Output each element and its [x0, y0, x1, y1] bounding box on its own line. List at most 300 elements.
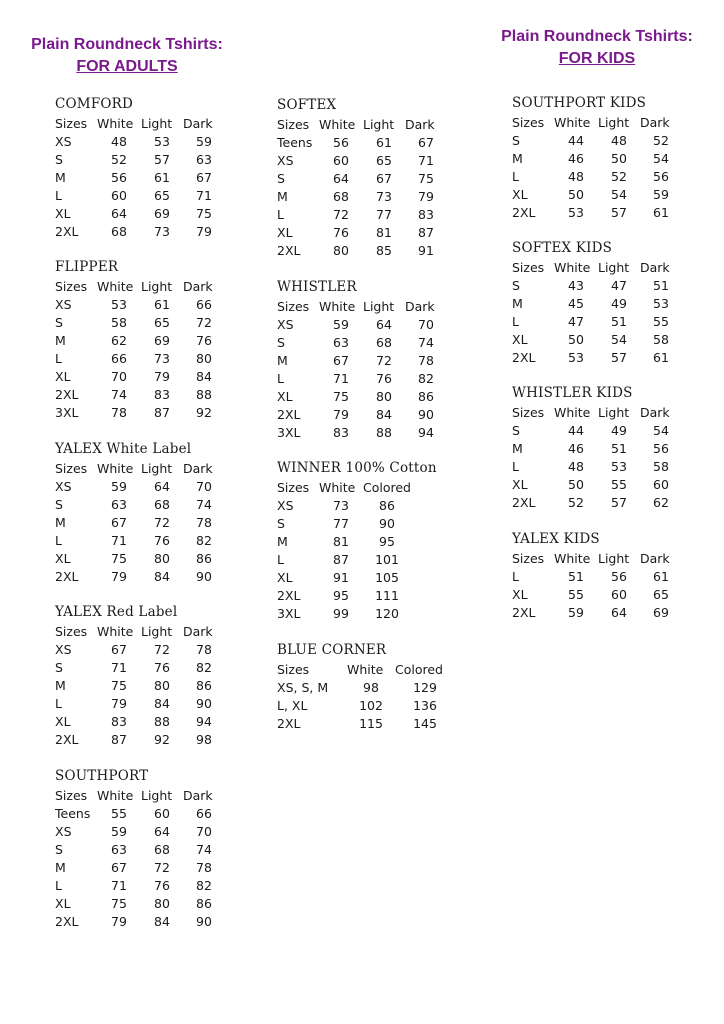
price-cell: 83 — [333, 425, 349, 440]
size-cell: L — [55, 533, 62, 548]
price-cell: 55 — [611, 477, 627, 492]
column-header: White — [554, 405, 591, 420]
price-cell: 58 — [653, 332, 669, 347]
price-table-winner — [277, 459, 437, 623]
table-row — [55, 841, 225, 859]
table-title: SOFTEX — [277, 97, 337, 113]
column-header: White — [554, 551, 591, 566]
table-row — [512, 568, 682, 586]
price-cell: 84 — [154, 569, 170, 584]
table-row — [277, 697, 455, 715]
price-cell: 56 — [111, 170, 127, 185]
price-cell: 56 — [333, 135, 349, 150]
price-cell: 75 — [418, 171, 434, 186]
table-row — [55, 496, 225, 514]
size-cell: XL — [55, 896, 71, 911]
column-header: Light — [598, 260, 630, 275]
column-header: White — [97, 788, 134, 803]
column-header: Sizes — [277, 299, 310, 314]
column-header: White — [97, 116, 134, 131]
size-cell: 2XL — [512, 495, 536, 510]
column-header: Sizes — [277, 662, 310, 677]
table-row — [512, 604, 682, 622]
price-cell: 99 — [333, 606, 349, 621]
price-cell: 90 — [418, 407, 434, 422]
price-cell: 79 — [333, 407, 349, 422]
price-cell: 61 — [653, 205, 669, 220]
column-header: Light — [598, 115, 630, 130]
price-cell: 79 — [111, 914, 127, 929]
price-cell: 53 — [653, 296, 669, 311]
price-cell: 80 — [333, 243, 349, 258]
table-row — [277, 679, 455, 697]
price-cell: 90 — [196, 696, 212, 711]
table-row — [277, 242, 447, 260]
size-cell: M — [55, 860, 66, 875]
price-cell: 60 — [154, 806, 170, 821]
price-cell: 77 — [376, 207, 392, 222]
size-cell: XL — [55, 551, 71, 566]
table-row — [277, 515, 411, 533]
table-row — [277, 206, 447, 224]
price-cell: 75 — [333, 389, 349, 404]
size-cell: S — [512, 423, 520, 438]
table-row — [55, 404, 225, 422]
price-cell: 73 — [154, 224, 170, 239]
price-cell: 72 — [333, 207, 349, 222]
column-header: Dark — [183, 788, 213, 803]
size-cell: 2XL — [55, 732, 79, 747]
price-cell: 53 — [111, 297, 127, 312]
size-price-table — [277, 661, 455, 733]
price-cell: 76 — [376, 371, 392, 386]
table-row — [55, 550, 225, 568]
price-cell: 71 — [111, 533, 127, 548]
column-header: Colored — [363, 480, 411, 495]
price-cell: 58 — [653, 459, 669, 474]
size-cell: XL — [277, 225, 293, 240]
price-cell: 45 — [568, 296, 584, 311]
adults-subtitle: FOR ADULTS — [76, 58, 178, 75]
price-cell: 76 — [154, 878, 170, 893]
size-cell: S — [277, 516, 285, 531]
price-cell: 44 — [568, 133, 584, 148]
price-cell: 67 — [111, 642, 127, 657]
price-cell: 73 — [333, 498, 349, 513]
column-header: Light — [141, 624, 173, 639]
column-header: Sizes — [277, 117, 310, 132]
price-table-southport — [55, 767, 225, 931]
column-header: Dark — [640, 260, 670, 275]
price-cell: 71 — [333, 371, 349, 386]
price-cell: 48 — [611, 133, 627, 148]
price-cell: 88 — [376, 425, 392, 440]
table-header-row — [277, 661, 455, 679]
table-row — [277, 388, 447, 406]
price-cell: 59 — [568, 605, 584, 620]
price-cell: 48 — [111, 134, 127, 149]
price-cell: 75 — [111, 551, 127, 566]
price-cell: 51 — [611, 441, 627, 456]
price-cell: 53 — [568, 350, 584, 365]
column-header: Light — [598, 405, 630, 420]
price-cell: 87 — [111, 732, 127, 747]
price-cell: 44 — [568, 423, 584, 438]
price-table-whistler-kids — [512, 384, 682, 512]
size-cell: XS — [55, 479, 72, 494]
price-table-comford — [55, 95, 225, 241]
table-row — [55, 133, 225, 151]
price-cell: 80 — [376, 389, 392, 404]
price-cell: 85 — [376, 243, 392, 258]
kids-heading — [492, 26, 702, 70]
size-cell: M — [512, 151, 523, 166]
price-cell: 79 — [418, 189, 434, 204]
size-cell: 2XL — [277, 588, 301, 603]
price-cell: 56 — [611, 569, 627, 584]
price-cell: 55 — [568, 587, 584, 602]
table-row — [55, 368, 225, 386]
column-header: White — [554, 115, 591, 130]
size-cell: 2XL — [512, 350, 536, 365]
adults-title: Plain Roundneck Tshirts: — [31, 36, 223, 53]
size-cell: XS — [277, 498, 294, 513]
table-row — [277, 352, 447, 370]
table-title: BLUE CORNER — [277, 642, 387, 658]
table-row — [277, 424, 447, 442]
price-cell: 74 — [196, 497, 212, 512]
table-header-row — [55, 278, 225, 296]
price-cell: 76 — [154, 660, 170, 675]
price-cell: 80 — [154, 678, 170, 693]
price-cell: 87 — [418, 225, 434, 240]
price-cell: 79 — [196, 224, 212, 239]
table-title: SOFTEX KIDS — [512, 240, 613, 256]
price-cell: 72 — [154, 860, 170, 875]
price-cell: 68 — [154, 842, 170, 857]
price-table-softex — [277, 96, 447, 260]
table-row — [55, 350, 225, 368]
column-header: Sizes — [277, 480, 310, 495]
price-cell: 51 — [568, 569, 584, 584]
table-row — [55, 805, 225, 823]
size-cell: M — [512, 441, 523, 456]
price-cell: 60 — [333, 153, 349, 168]
price-cell: 71 — [196, 188, 212, 203]
table-row — [512, 277, 682, 295]
size-price-table — [55, 115, 225, 241]
price-cell: 84 — [196, 369, 212, 384]
price-table-yalex-white — [55, 440, 225, 586]
price-cell: 65 — [653, 587, 669, 602]
price-cell: 49 — [611, 296, 627, 311]
table-title: SOUTHPORT — [55, 768, 149, 784]
price-cell: 90 — [379, 516, 395, 531]
table-row — [512, 422, 682, 440]
table-header-row — [512, 114, 682, 132]
size-cell: XS — [55, 134, 72, 149]
size-cell: M — [55, 515, 66, 530]
price-cell: 72 — [154, 515, 170, 530]
table-row — [277, 587, 411, 605]
price-cell: 50 — [568, 477, 584, 492]
price-cell: 79 — [111, 696, 127, 711]
table-title: COMFORD — [55, 96, 134, 112]
price-cell: 72 — [196, 315, 212, 330]
table-header-row — [277, 298, 447, 316]
price-cell: 63 — [196, 152, 212, 167]
price-table-yalex-red — [55, 603, 225, 749]
table-row — [277, 497, 411, 515]
price-cell: 75 — [111, 678, 127, 693]
price-cell: 87 — [154, 405, 170, 420]
price-cell: 73 — [154, 351, 170, 366]
table-title: YALEX Red Label — [55, 604, 178, 620]
price-cell: 83 — [418, 207, 434, 222]
price-cell: 63 — [111, 842, 127, 857]
price-cell: 94 — [418, 425, 434, 440]
size-cell: L, XL — [277, 698, 308, 713]
price-cell: 54 — [653, 423, 669, 438]
size-cell: M — [277, 353, 288, 368]
price-cell: 48 — [568, 169, 584, 184]
price-cell: 54 — [653, 151, 669, 166]
price-cell: 57 — [611, 495, 627, 510]
size-cell: L — [55, 878, 62, 893]
table-row — [277, 533, 411, 551]
size-cell: 2XL — [55, 387, 79, 402]
table-header-row — [512, 404, 682, 422]
size-cell: S — [55, 152, 63, 167]
size-price-table — [277, 479, 411, 623]
price-cell: 68 — [111, 224, 127, 239]
column-header: Sizes — [512, 115, 545, 130]
price-cell: 59 — [111, 824, 127, 839]
column-header: Sizes — [512, 260, 545, 275]
price-cell: 51 — [611, 314, 627, 329]
table-row — [277, 316, 447, 334]
price-cell: 66 — [196, 806, 212, 821]
price-cell: 115 — [359, 716, 383, 731]
size-cell: L — [512, 314, 519, 329]
size-cell: 3XL — [55, 405, 79, 420]
price-cell: 83 — [154, 387, 170, 402]
price-cell: 63 — [111, 497, 127, 512]
price-cell: 64 — [154, 479, 170, 494]
table-row — [55, 913, 225, 931]
column-header: Sizes — [512, 551, 545, 566]
column-header: Dark — [405, 299, 435, 314]
table-row — [512, 586, 682, 604]
price-cell: 59 — [111, 479, 127, 494]
size-cell: M — [277, 189, 288, 204]
size-price-table — [55, 278, 225, 422]
price-table-whistler — [277, 278, 447, 442]
table-row — [512, 494, 682, 512]
table-title: WINNER 100% Cotton — [277, 460, 437, 476]
size-cell: S — [512, 278, 520, 293]
size-cell: L — [277, 207, 284, 222]
table-title: YALEX KIDS — [512, 531, 600, 547]
size-cell: 2XL — [512, 605, 536, 620]
price-cell: 80 — [154, 896, 170, 911]
size-cell: Teens — [277, 135, 313, 150]
price-cell: 79 — [154, 369, 170, 384]
price-cell: 79 — [111, 569, 127, 584]
table-row — [55, 859, 225, 877]
size-cell: M — [55, 333, 66, 348]
size-cell: 2XL — [277, 407, 301, 422]
price-cell: 86 — [418, 389, 434, 404]
price-cell: 76 — [196, 333, 212, 348]
price-cell: 94 — [196, 714, 212, 729]
price-cell: 68 — [333, 189, 349, 204]
column-header: White — [347, 662, 384, 677]
table-row — [277, 152, 447, 170]
price-cell: 80 — [196, 351, 212, 366]
price-cell: 57 — [611, 205, 627, 220]
column-header: Dark — [183, 279, 213, 294]
price-cell: 98 — [363, 680, 379, 695]
price-cell: 86 — [379, 498, 395, 513]
price-cell: 54 — [611, 332, 627, 347]
kids-title: Plain Roundneck Tshirts: — [501, 28, 693, 45]
table-row — [55, 659, 225, 677]
price-cell: 56 — [653, 169, 669, 184]
price-cell: 75 — [111, 896, 127, 911]
table-header-row — [55, 460, 225, 478]
table-row — [277, 715, 455, 733]
price-cell: 145 — [413, 716, 437, 731]
price-cell: 84 — [154, 914, 170, 929]
price-cell: 78 — [196, 515, 212, 530]
table-row — [277, 551, 411, 569]
table-row — [55, 187, 225, 205]
price-cell: 67 — [111, 860, 127, 875]
price-cell: 71 — [111, 878, 127, 893]
size-cell: S — [55, 315, 63, 330]
size-price-table — [277, 116, 447, 260]
price-cell: 95 — [333, 588, 349, 603]
price-cell: 87 — [333, 552, 349, 567]
size-cell: 2XL — [512, 205, 536, 220]
size-cell: XL — [277, 570, 293, 585]
size-price-table — [512, 259, 682, 367]
table-row — [55, 151, 225, 169]
table-header-row — [55, 787, 225, 805]
price-cell: 72 — [154, 642, 170, 657]
price-cell: 90 — [196, 914, 212, 929]
size-cell: M — [55, 678, 66, 693]
table-row — [55, 332, 225, 350]
size-cell: S — [277, 171, 285, 186]
size-cell: L — [512, 169, 519, 184]
price-cell: 67 — [376, 171, 392, 186]
price-table-southport-kids — [512, 94, 682, 222]
price-cell: 62 — [111, 333, 127, 348]
table-title: FLIPPER — [55, 259, 119, 275]
price-cell: 57 — [154, 152, 170, 167]
price-cell: 102 — [359, 698, 383, 713]
table-title: YALEX White Label — [55, 441, 192, 457]
price-cell: 91 — [418, 243, 434, 258]
column-header: Sizes — [55, 279, 88, 294]
table-row — [55, 314, 225, 332]
price-cell: 74 — [196, 842, 212, 857]
column-header: White — [554, 260, 591, 275]
price-table-flipper — [55, 258, 225, 422]
price-cell: 47 — [568, 314, 584, 329]
price-cell: 129 — [413, 680, 437, 695]
table-row — [55, 296, 225, 314]
price-cell: 91 — [333, 570, 349, 585]
size-cell: XL — [55, 369, 71, 384]
price-cell: 65 — [154, 188, 170, 203]
price-cell: 70 — [196, 824, 212, 839]
column-header: Dark — [183, 461, 213, 476]
table-row — [512, 331, 682, 349]
price-cell: 69 — [653, 605, 669, 620]
size-cell: L — [512, 459, 519, 474]
size-cell: S — [55, 660, 63, 675]
price-cell: 56 — [653, 441, 669, 456]
price-cell: 111 — [375, 588, 399, 603]
column-header: Light — [363, 299, 395, 314]
price-cell: 68 — [154, 497, 170, 512]
size-cell: 2XL — [277, 716, 301, 731]
size-cell: 2XL — [55, 224, 79, 239]
table-row — [55, 568, 225, 586]
price-cell: 59 — [333, 317, 349, 332]
table-row — [277, 188, 447, 206]
price-cell: 74 — [418, 335, 434, 350]
size-cell: L — [277, 552, 284, 567]
table-row — [512, 150, 682, 168]
table-row — [277, 224, 447, 242]
price-cell: 71 — [111, 660, 127, 675]
size-cell: 3XL — [277, 425, 301, 440]
size-cell: XS — [55, 824, 72, 839]
price-cell: 64 — [111, 206, 127, 221]
price-cell: 75 — [196, 206, 212, 221]
price-cell: 53 — [154, 134, 170, 149]
price-cell: 66 — [196, 297, 212, 312]
column-header: Sizes — [55, 461, 88, 476]
price-cell: 43 — [568, 278, 584, 293]
price-cell: 64 — [611, 605, 627, 620]
price-cell: 81 — [376, 225, 392, 240]
price-cell: 72 — [376, 353, 392, 368]
price-cell: 53 — [568, 205, 584, 220]
price-cell: 86 — [196, 896, 212, 911]
table-row — [277, 370, 447, 388]
price-table-blue-corner — [277, 641, 455, 733]
table-row — [55, 895, 225, 913]
price-cell: 82 — [196, 878, 212, 893]
size-cell: XS — [277, 153, 294, 168]
size-price-table — [55, 460, 225, 586]
column-header: Dark — [405, 117, 435, 132]
price-cell: 52 — [568, 495, 584, 510]
table-row — [55, 386, 225, 404]
price-cell: 82 — [418, 371, 434, 386]
price-cell: 48 — [568, 459, 584, 474]
table-title: SOUTHPORT KIDS — [512, 95, 647, 111]
table-row — [512, 132, 682, 150]
price-cell: 59 — [196, 134, 212, 149]
table-row — [55, 731, 225, 749]
price-cell: 64 — [333, 171, 349, 186]
